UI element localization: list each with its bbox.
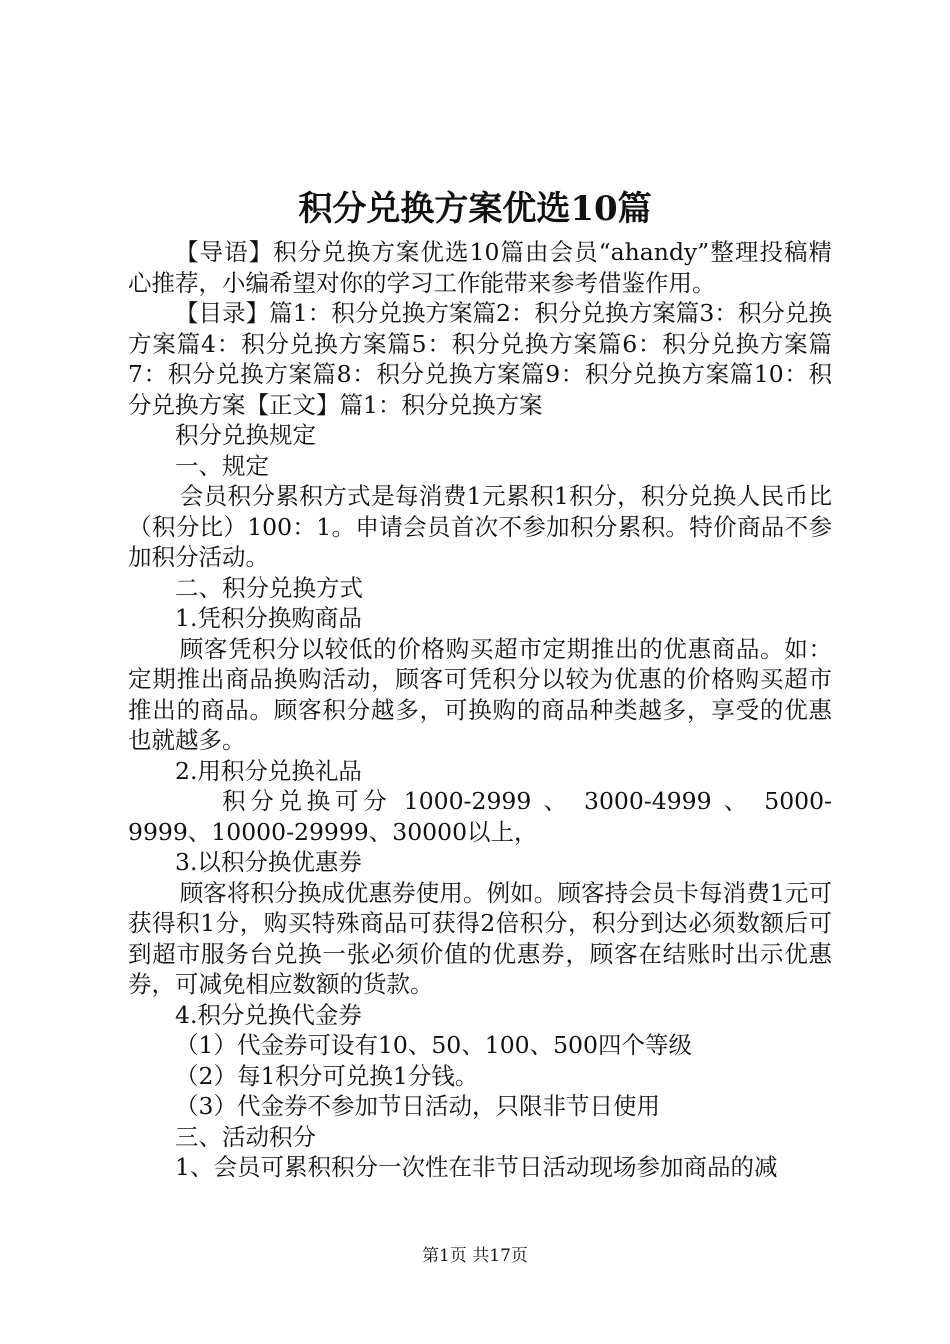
section-heading: 积分兑换规定 <box>175 421 316 449</box>
body-paragraph: 会员积分累积方式是每消费1元累积1积分，积分兑换人民币比（积分比）100：1。申请会员首次不参加积分累积。特价商品不参加积分活动。 <box>128 482 832 571</box>
document-title: 积分兑换方案优选10篇 <box>298 189 652 229</box>
subsection-heading: 4.积分兑换代金券 <box>175 1000 362 1029</box>
page-footer: 第1页 共17页 <box>422 1246 528 1266</box>
intro-paragraph: 【导语】积分兑换方案优选10篇由会员“ahandy”整理投稿精心推荐，小编希望对你的学习工作能带来参考借鉴作用。 <box>128 238 832 297</box>
body-paragraph: 积分兑换可分 1000-2999 、 3000-4999 、 5000-9999、10000-29999、30000以上， <box>128 787 832 846</box>
section-heading: 二、积分兑换方式 <box>175 573 363 602</box>
body-paragraph: 1、会员可累积积分一次性在非节日活动现场参加商品的减 <box>175 1153 778 1181</box>
section-heading: 三、活动积分 <box>175 1122 316 1151</box>
list-item: （3）代金券不参加节日活动，只限非节日使用 <box>175 1092 660 1120</box>
subsection-heading: 3.以积分换优惠券 <box>175 848 362 876</box>
section-heading: 一、规定 <box>175 451 269 480</box>
subsection-heading: 1.凭积分换购商品 <box>175 604 362 632</box>
body-paragraph: 顾客凭积分以较低的价格购买超市定期推出的优惠商品。如：定期推出商品换购活动，顾客可凭积分以较为优惠的价格购买超市推出的商品。顾客积分越多，可换购的商品种类越多，享受的优惠也就越多。 <box>128 634 832 754</box>
subsection-heading: 2.用积分兑换礼品 <box>175 756 362 785</box>
list-item: （2）每1积分可兑换1分钱。 <box>175 1061 479 1090</box>
body-paragraph: 顾客将积分换成优惠券使用。例如。顾客持会员卡每消费1元可获得积1分，购买特殊商品可获得2倍积分，积分到达必须数额后可到超市服务台兑换一张必须价值的优惠券，顾客在结账时出示优惠券，可减免相应数额的货款。 <box>128 878 832 998</box>
document-body <box>128 237 832 1183</box>
list-item: （1）代金券可设有10、50、100、500四个等级 <box>175 1031 692 1059</box>
toc-paragraph: 【目录】篇1：积分兑换方案篇2：积分兑换方案篇3：积分兑换方案篇4：积分兑换方案篇5：积分兑换方案篇6：积分兑换方案篇7：积分兑换方案篇8：积分兑换方案篇9：积分兑换方案篇10：积分兑换方案【正文】篇1：积分兑换方案 <box>128 299 832 419</box>
